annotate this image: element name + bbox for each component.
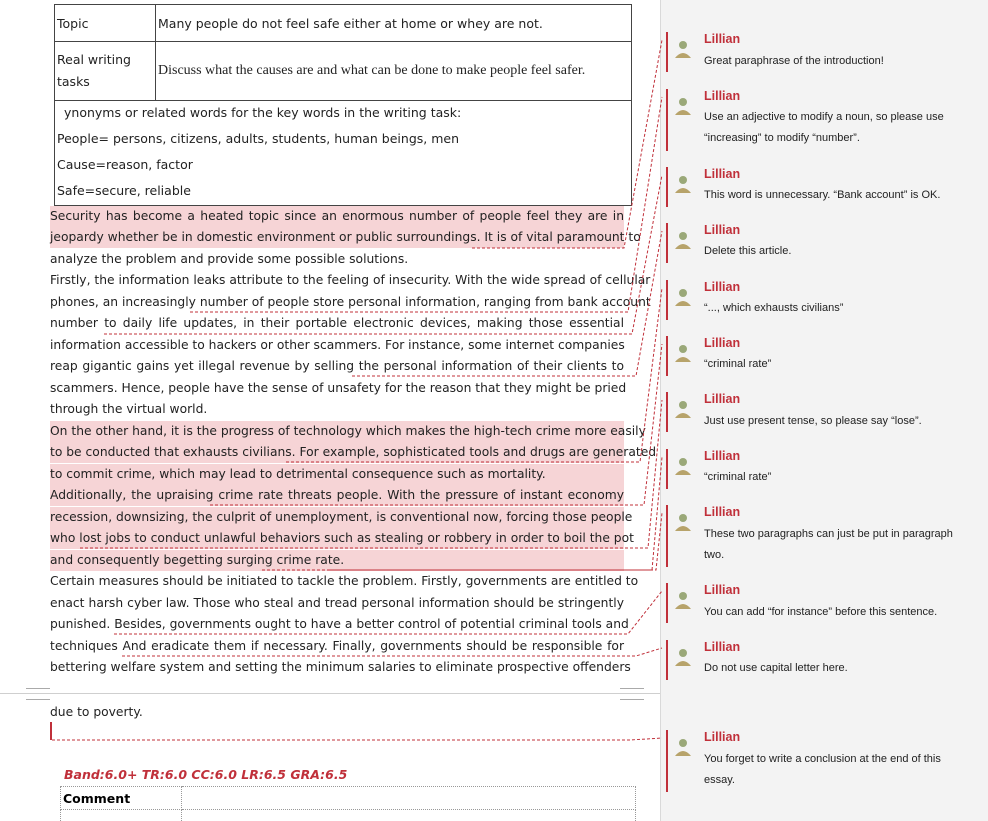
comment-author: Lillian <box>704 89 741 103</box>
essay-line: analyze the problem and provide some possible solutions. <box>50 252 409 266</box>
user-avatar-icon <box>672 342 694 364</box>
comment-author: Lillian <box>704 505 741 519</box>
comment-header: Comment <box>61 787 182 810</box>
user-avatar-icon <box>672 455 694 477</box>
comment-author: Lillian <box>704 730 741 744</box>
essay-line: due to poverty. <box>50 705 143 719</box>
comment-anchor-marker <box>50 722 52 740</box>
synonyms-box <box>54 100 632 206</box>
page-corner-mark <box>620 688 644 700</box>
comment-author: Lillian <box>704 280 741 294</box>
comment-author: Lillian <box>704 640 741 654</box>
user-avatar-icon <box>672 229 694 251</box>
essay-line: who lost jobs to conduct unlawful behaviors such as stealing or robbery in order to boil the pot <box>50 528 624 549</box>
task-key: Real writing tasks <box>55 42 156 101</box>
comment-text: Delete this article. <box>704 245 792 257</box>
synonym-line: Cause=reason, factor <box>57 157 193 172</box>
essay-line: phones, an increasingly number of people store personal information, ranging from bank account <box>50 295 651 309</box>
task-row-real-writing <box>55 42 632 101</box>
task-row-topic <box>55 5 632 42</box>
comment-cell <box>61 810 182 821</box>
comment-author: Lillian <box>704 392 741 406</box>
essay-line: punished. Besides, governments ought to have a better control of potential criminal tools and <box>50 617 629 631</box>
comment-author: Lillian <box>704 32 741 46</box>
comment-text: Just use present tense, so please say “lose”. <box>704 415 922 427</box>
score-line: Band:6.0+ TR:6.0 CC:6.0 LR:6.5 GRA:6.5 <box>64 767 348 782</box>
task-key: Topic <box>55 5 156 42</box>
comment-text: “criminal rate” <box>704 471 772 483</box>
comment-cell <box>182 787 636 810</box>
essay-line: number to daily life updates, in their portable electronic devices, making those essential <box>50 316 624 330</box>
essay-line: Certain measures should be initiated to tackle the problem. Firstly, governments are entitled to <box>50 574 639 588</box>
user-avatar-icon <box>672 646 694 668</box>
comment-author: Lillian <box>704 167 741 181</box>
comment-text: These two paragraphs can just be put in paragraph two. <box>704 528 953 561</box>
comment-author: Lillian <box>704 223 741 237</box>
comment-text: Great paraphrase of the introduction! <box>704 55 884 67</box>
synonym-line: Safe=secure, reliable <box>57 183 191 198</box>
user-avatar-icon <box>672 589 694 611</box>
page-corner-mark <box>26 688 50 700</box>
synonyms-heading: ynonyms or related words for the key words in the writing task: <box>64 105 462 120</box>
comment-author: Lillian <box>704 583 741 597</box>
comment-author: Lillian <box>704 336 741 350</box>
user-avatar-icon <box>672 95 694 117</box>
comment-text: This word is unnecessary. “Bank account” is OK. <box>704 189 941 201</box>
task-value: Many people do not feel safe either at home or whey are not. <box>156 5 632 42</box>
essay-line: to be conducted that exhausts civilians. For example, sophisticated tools and drugs are generated <box>50 442 624 463</box>
essay-line: techniques And eradicate them if necessary. Finally, governments should be responsible for <box>50 639 624 653</box>
comment-author: Lillian <box>704 449 741 463</box>
comment-text: “..., which exhausts civilians” <box>704 302 844 314</box>
synonym-line: People= persons, citizens, adults, students, human beings, men <box>57 131 460 146</box>
task-table <box>54 4 632 101</box>
comment-text: You can add “for instance” before this sentence. <box>704 606 938 618</box>
essay-line: scammers. Hence, people have the sense of unsafety for the reason that they might be pried <box>50 381 627 395</box>
comment-table <box>60 786 636 821</box>
user-avatar-icon <box>672 736 694 758</box>
comment-text: “criminal rate” <box>704 358 772 370</box>
essay-line: reap gigantic gains yet illegal revenue by selling the personal information of their clients to <box>50 359 624 373</box>
user-avatar-icon <box>672 38 694 60</box>
essay-line: Firstly, the information leaks attribute to the feeling of insecurity. With the wide spread of cellular <box>50 273 651 287</box>
user-avatar-icon <box>672 398 694 420</box>
essay-line: and consequently begetting surging crime rate. <box>50 550 624 571</box>
comment-cell <box>182 810 636 821</box>
user-avatar-icon <box>672 173 694 195</box>
user-avatar-icon <box>672 511 694 533</box>
comment-text: Use an adjective to modify a noun, so please use “increasing” to modify “number”. <box>704 111 944 144</box>
essay-line: information accessible to hackers or other scammers. For instance, some internet companies <box>50 338 625 352</box>
task-value: Discuss what the causes are and what can be done to make people feel safer. <box>156 42 632 101</box>
essay-line: jeopardy whether be in domestic environment or public surroundings. It is of vital paramount to <box>50 227 624 248</box>
essay-line: enact harsh cyber law. Those who steal and tread personal information should be stringently <box>50 596 624 610</box>
essay-line: Security has become a heated topic since an enormous number of people feel they are in <box>50 206 624 227</box>
comment-text: You forget to write a conclusion at the end of this essay. <box>704 753 941 786</box>
essay-line: recession, downsizing, the culprit of unemployment, is conventional now, forcing those people <box>50 507 624 528</box>
user-avatar-icon <box>672 286 694 308</box>
essay-line: to commit crime, which may lead to detrimental consequence such as mortality. <box>50 464 624 485</box>
comment-text: Do not use capital letter here. <box>704 662 848 674</box>
essay-line: On the other hand, it is the progress of technology which makes the high-tech crime more easily <box>50 421 624 442</box>
essay-line: Additionally, the upraising crime rate threats people. With the pressure of instant economy <box>50 485 624 506</box>
essay-line: through the virtual world. <box>50 402 208 416</box>
essay-line: bettering welfare system and setting the minimum salaries to eliminate prospective offenders <box>50 660 631 674</box>
